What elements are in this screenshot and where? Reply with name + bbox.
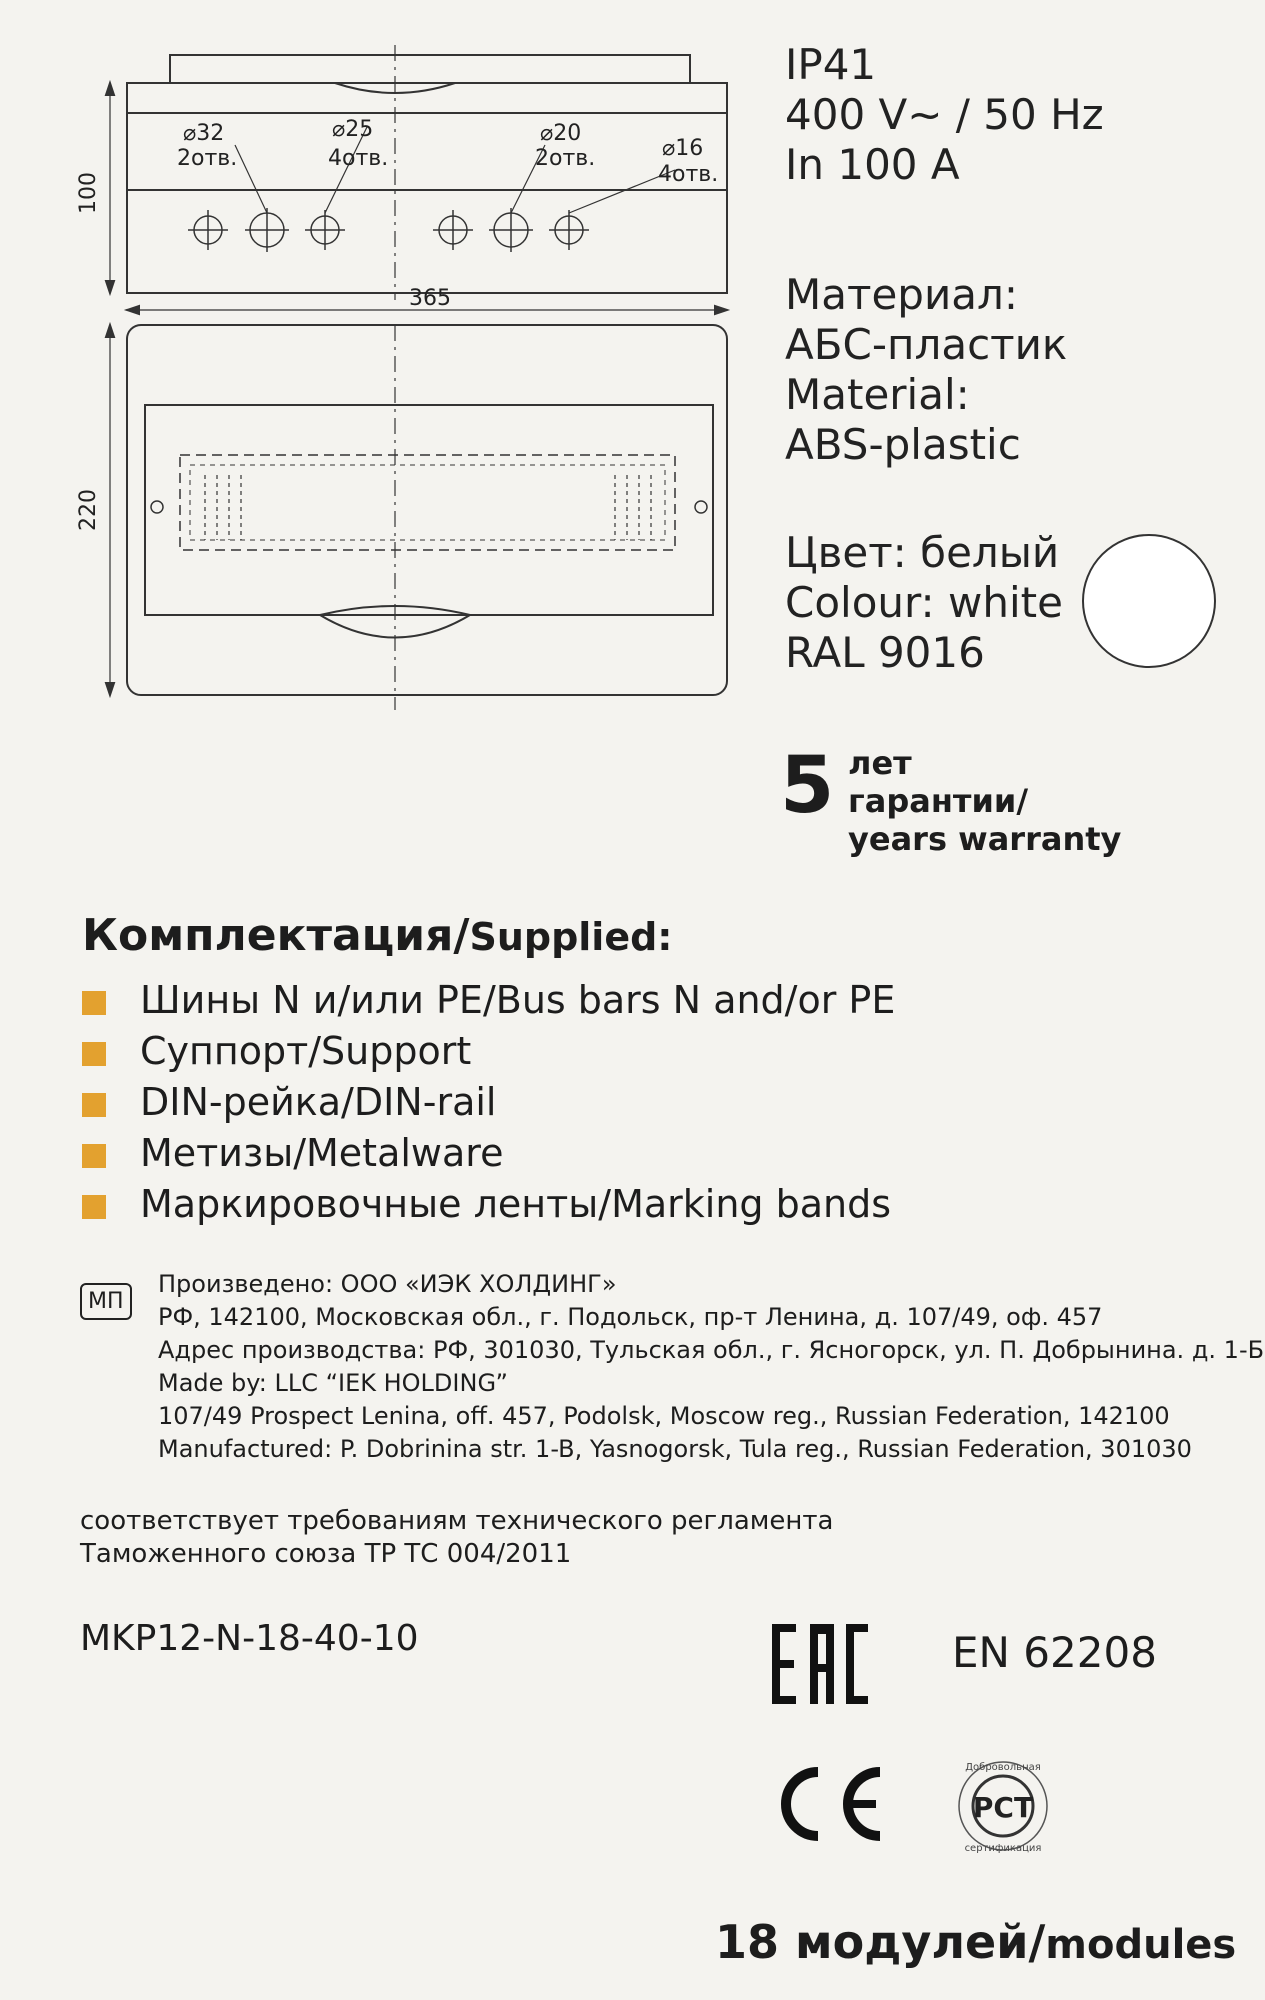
warranty-line-1: лет [848,744,912,782]
technical-drawing [75,35,785,715]
standard-label: EN 62208 [952,1628,1157,1677]
list-item: Метизы/Metalware [82,1128,895,1179]
material-value-ru: АБС-пластик [785,320,1068,369]
ip-rating: IP41 [785,40,877,89]
material-label-ru: Материал: [785,270,1018,319]
supplied-heading-ru: Комплектация/ [82,910,470,961]
colour-ru: Цвет: белый [785,528,1060,577]
conformity-text [80,1505,833,1571]
voltage-rating: 400 V~ / 50 Hz [785,90,1104,139]
supplied-list [82,975,895,1230]
height-dimension: 100 [76,172,101,214]
electrical-specs [785,40,1104,190]
manufacturer-line: Произведено: ООО «ИЭК ХОЛДИНГ» [158,1270,617,1298]
hole-count-32: 2отв. [177,146,238,171]
hole-count-16: 4отв. [658,162,719,187]
side-view-lid [170,55,690,83]
material-value-en: ABS-plastic [785,420,1021,469]
eac-mark [770,1622,870,1707]
material-label-en: Material: [785,370,970,419]
ce-mark [768,1764,888,1844]
warranty-years: 5 [780,741,835,831]
front-view-window [145,405,713,615]
manufacturer-info [158,1268,1264,1466]
manufacturer-line: Manufactured: P. Dobrinina str. 1-B, Yasnogorsk, Tula reg., Russian Federation, 301030 [158,1435,1192,1463]
pct-letters: РСТ [972,1791,1034,1824]
colour-en: Colour: white [785,578,1063,627]
bullet-square [82,1195,106,1219]
supplied-heading-en: Supplied: [469,915,673,959]
manufacturer-line: Адрес производства: РФ, 301030, Тульская обл., г. Ясногорск, ул. П. Добрынина. д. 1-Б [158,1336,1265,1364]
depth-dimension: 220 [76,489,101,531]
conformity-line: соответствует требованиям технического регламента [80,1506,834,1536]
bullet-square [82,1093,106,1117]
current-rating: In 100 A [785,140,960,189]
hole-count-20: 2отв. [535,146,596,171]
bullet-square [82,991,106,1015]
supplied-heading [82,910,673,963]
pct-ring-top: Добровольная [965,1762,1041,1773]
modules-label [715,1915,1236,1969]
colour-block [785,528,1063,678]
list-item: Маркировочные ленты/Marking bands [82,1179,895,1230]
hole-diameter-20: ⌀20 [540,121,582,146]
list-item: Шины N и/или PE/Bus bars N and/or PE [82,975,895,1026]
pct-ring-bottom: сертификация [964,1843,1042,1854]
manufacturer-line: РФ, 142100, Московская обл., г. Подольск, пр-т Ленина, д. 107/49, оф. 457 [158,1303,1103,1331]
hole-diameter-16: ⌀16 [662,136,704,161]
colour-swatch [1082,534,1216,668]
list-item: Суппорт/Support [82,1026,895,1077]
warranty-line-3: years warranty [848,820,1122,858]
manufacturer-line: Made by: LLC “IEK HOLDING” [158,1369,508,1397]
width-dimension: 365 [409,286,451,311]
conformity-line: Таможенного союза ТР ТС 004/2011 [80,1539,572,1569]
warranty-line-2: гарантии/ [848,782,1028,820]
hole-diameter-25: ⌀25 [332,117,374,142]
list-item: DIN-рейка/DIN-rail [82,1077,895,1128]
hole-diameter-32: ⌀32 [183,121,225,146]
colour-ral: RAL 9016 [785,628,985,677]
mp-badge: МП [80,1283,132,1320]
side-view-body [127,83,727,293]
modules-en: modules [1045,1922,1237,1968]
bullet-square [82,1042,106,1066]
bullet-square [82,1144,106,1168]
warranty-text [848,744,1121,858]
hole-count-25: 4отв. [328,146,389,171]
pct-certification-icon [948,1756,1058,1856]
material-block [785,270,1067,470]
modules-ru: 18 модулей/ [715,1915,1046,1969]
knockout-icons [188,208,589,252]
model-number: MKP12-N-18-40-10 [80,1618,419,1659]
manufacturer-line: 107/49 Prospect Lenina, off. 457, Podolsk, Moscow reg., Russian Federation, 142100 [158,1402,1170,1430]
